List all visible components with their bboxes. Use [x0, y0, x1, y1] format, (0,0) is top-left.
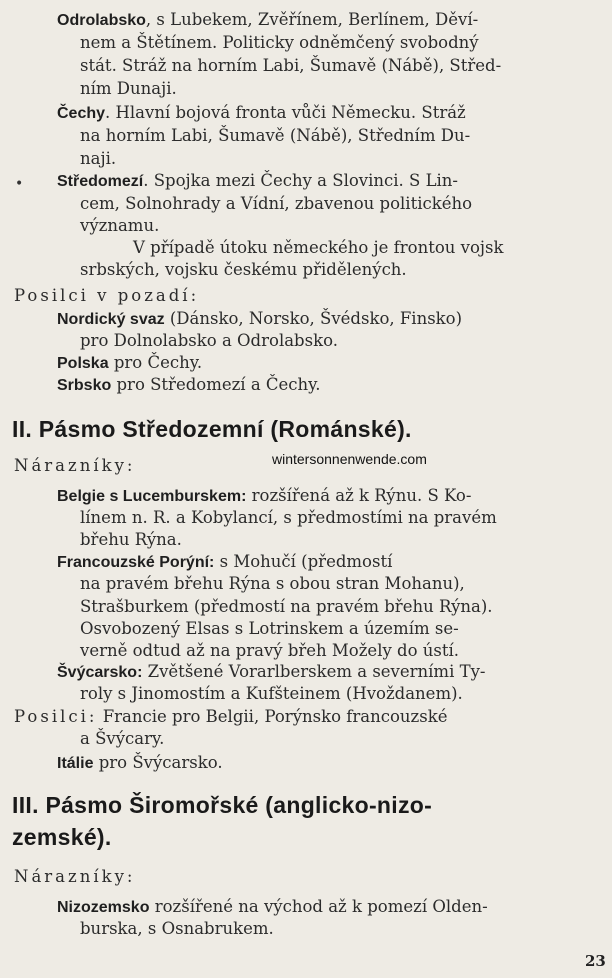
franc-text-1: s Mohučí (předmostí: [214, 552, 393, 571]
belgie-text-1: rozšířená až k Rýnu. S Ko-: [246, 486, 472, 505]
belgie-line-2: línem n. R. a Kobylancí, s předmostími na pravém: [80, 508, 497, 527]
watermark-text: wintersonnenwende.com: [272, 451, 427, 467]
cechy-label: Čechy: [57, 105, 106, 122]
svyc-line-2: roly s Jinomostím a Kufšteinem (Hvoždanem).: [80, 684, 463, 703]
belgie-line-1: [57, 485, 471, 508]
belgie-line-3: břehu Rýna.: [80, 530, 182, 549]
franc-line-1: [57, 551, 392, 574]
stredomezi-line-1: [57, 170, 458, 193]
polska-label: Polska: [57, 355, 109, 372]
section-ii-naraznik-label: Nárazníky:: [14, 456, 136, 475]
cechy-text-1: . Hlavní bojová fronta vůči Německu. Stráž: [105, 103, 466, 122]
posilci-ii-line-2: a Švýcary.: [80, 729, 165, 748]
nizo-line-2: burska, s Osnabrukem.: [80, 919, 274, 938]
svyc-text-1: Zvětšené Vorarlberskem a severními Ty-: [142, 662, 486, 681]
nordic-label: Nordický svaz: [57, 311, 165, 328]
stredomezi-line-3: významu.: [80, 216, 160, 235]
franc-line-5: verně odtud až na pravý břeh Možely do ústí.: [80, 641, 460, 660]
stredomezi-line-5: srbských, vojsku českému přidělených.: [80, 260, 407, 279]
section-iii-heading-line-2: zemské).: [12, 824, 112, 850]
italie-label: Itálie: [57, 755, 94, 772]
nizo-label: Nizozemsko: [57, 899, 150, 916]
franc-line-2: na pravém břehu Rýna s obou stran Mohanu),: [80, 574, 465, 593]
stredomezi-line-2: cem, Solnohrady a Vídní, zbavenou politického: [80, 194, 473, 213]
polska-text: pro Čechy.: [108, 353, 203, 372]
odrolabsko-line-2: nem a Štětínem. Politicky odněmčený svobodný: [80, 33, 479, 52]
section-iii-naraznik-label: Nárazníky:: [14, 867, 136, 886]
nordic-text-1: (Dánsko, Norsko, Švédsko, Finsko): [164, 309, 463, 328]
svyc-line-1: [57, 661, 486, 684]
srbsko-line: [57, 374, 321, 397]
cechy-line-2: na horním Labi, Šumavě (Nábě), Středním Du-: [80, 126, 471, 145]
srbsko-text: pro Středomezí a Čechy.: [111, 375, 321, 394]
page-number: 23: [585, 952, 606, 970]
stredomezi-label: Středomezí: [57, 173, 144, 190]
italie-line: [57, 752, 223, 775]
odrolabsko-line-4: ním Dunaji.: [80, 79, 177, 98]
margin-dot: •: [15, 176, 24, 192]
section-ii-heading: II. Pásmo Středozemní (Románské).: [12, 416, 412, 442]
srbsko-label: Srbsko: [57, 377, 112, 394]
stredomezi-line-4: V případě útoku německého je frontou vojsk: [133, 238, 504, 257]
odrolabsko-line-1: [57, 9, 478, 32]
posilci-ii-text-1: Francie pro Belgii, Porýnsko francouzské: [97, 707, 448, 726]
posilci-ii-line-1: [14, 706, 447, 728]
posilci-v-pozadi-label: Posilci v pozadí:: [14, 286, 200, 305]
franc-line-4: Osvobozený Elsas s Lotrinskem a územím se-: [80, 619, 459, 638]
svyc-label: Švýcarsko:: [57, 664, 143, 681]
franc-label: Francouzské Porýní:: [57, 554, 215, 571]
nordic-line-1: [57, 308, 462, 331]
belgie-label: Belgie s Lucemburskem:: [57, 488, 247, 505]
franc-line-3: Strašburkem (předmostí na pravém břehu Rýna).: [80, 597, 493, 616]
odrolabsko-text-1: , s Lubekem, Zvěřínem, Berlínem, Děví-: [145, 10, 479, 29]
posilci-ii-label: Posilci:: [14, 707, 98, 726]
nizo-line-1: [57, 896, 488, 919]
odrolabsko-label: Odrolabsko: [57, 12, 146, 29]
odrolabsko-line-3: stát. Stráž na horním Labi, Šumavě (Nábě), Střed-: [80, 56, 502, 75]
italie-text: pro Švýcarsko.: [93, 753, 223, 772]
cechy-line-3: naji.: [80, 149, 117, 168]
cechy-line-1: [57, 102, 466, 125]
polska-line: [57, 352, 202, 375]
stredomezi-text-1: . Spojka mezi Čechy a Slovinci. S Lin-: [143, 171, 458, 190]
nizo-text-1: rozšířené na východ až k pomezí Olden-: [149, 897, 488, 916]
nordic-line-2: pro Dolnolabsko a Odrolabsko.: [80, 331, 338, 350]
section-iii-heading-line-1: III. Pásmo Širomořské (anglicko-nizo-: [12, 792, 433, 818]
